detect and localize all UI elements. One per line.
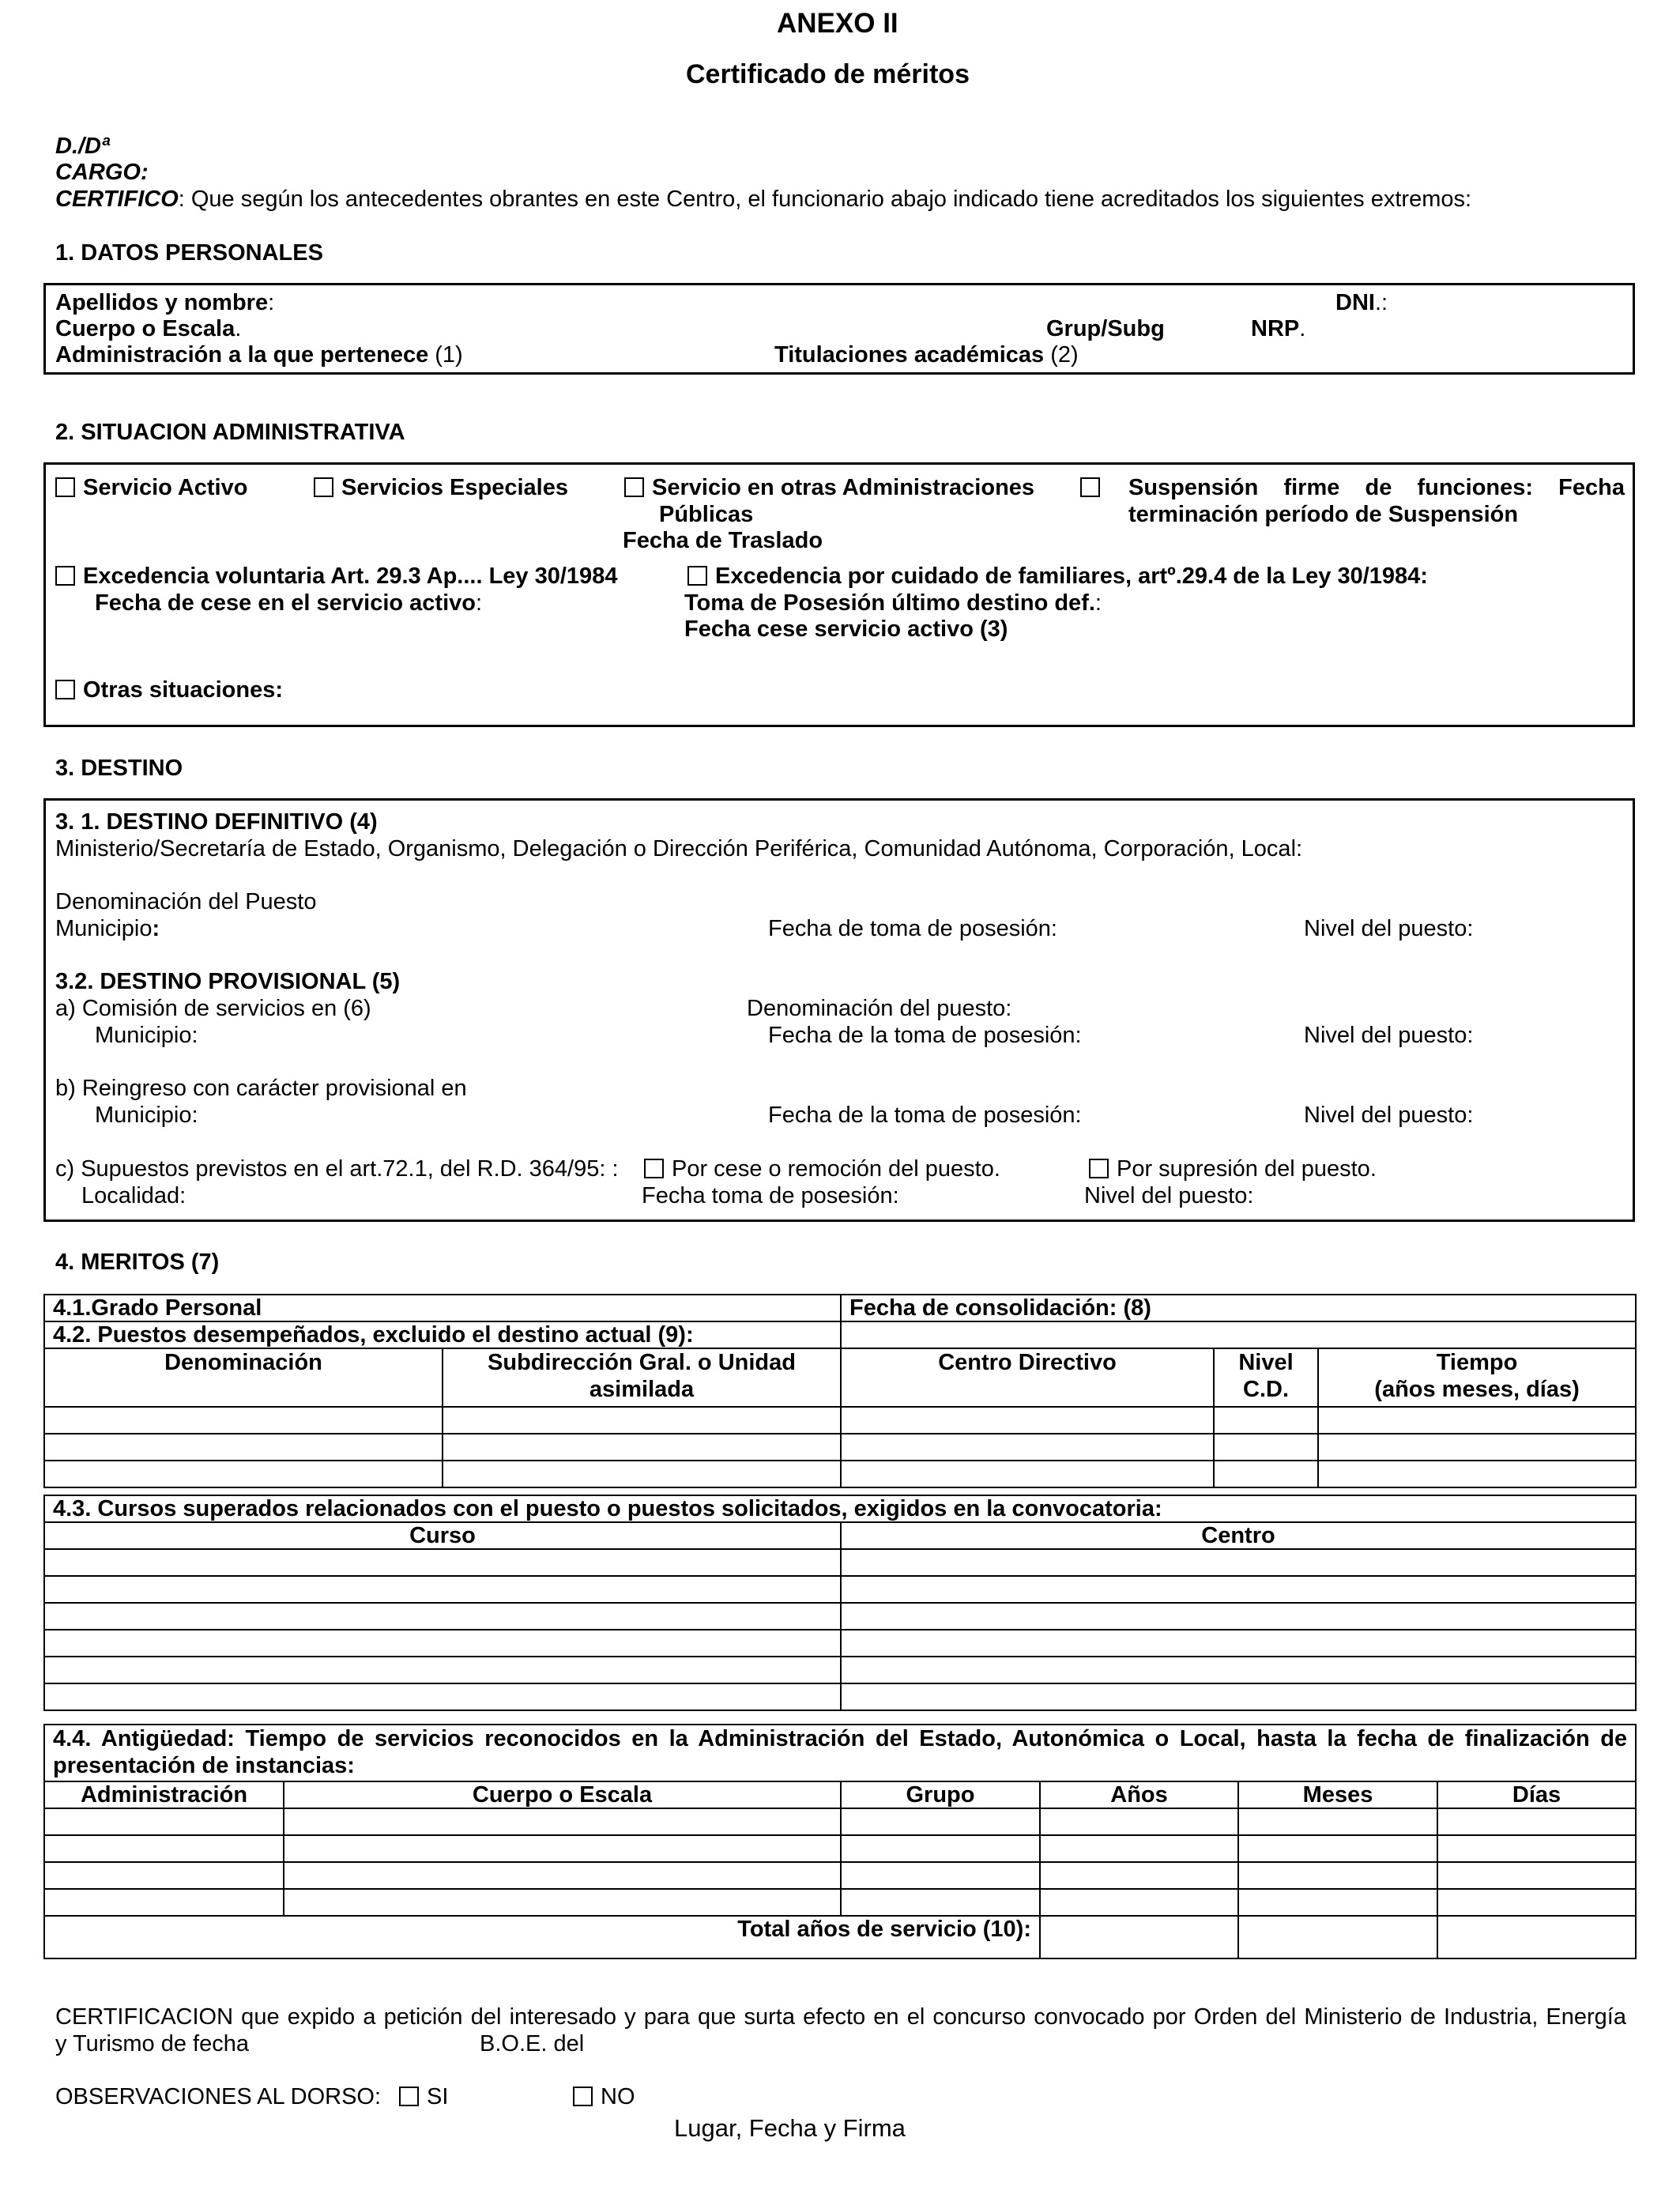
table-cell[interactable] — [841, 1835, 1040, 1862]
col-tiempo-line-1: Tiempo — [1436, 1350, 1518, 1375]
comision-label: a) Comisión de servicios en (6) — [55, 996, 371, 1021]
table-cell[interactable] — [284, 1835, 841, 1862]
col-curso: Curso — [44, 1522, 841, 1549]
table-cell[interactable] — [841, 1576, 1636, 1603]
table-row — [44, 1657, 1636, 1683]
nivel-puesto-label-3: Nivel del puesto: — [1304, 1103, 1474, 1128]
nivel-puesto-label-2: Nivel del puesto: — [1304, 1023, 1474, 1048]
dni-field — [1335, 289, 1388, 316]
table-cell[interactable] — [1214, 1461, 1318, 1487]
municipio-label-3: Municipio: — [95, 1103, 198, 1128]
section-3-heading: 3. DESTINO — [55, 756, 183, 781]
table-row — [44, 1603, 1636, 1630]
grado-personal-label: 4.1.Grado Personal — [44, 1295, 841, 1321]
table-cell[interactable] — [841, 1461, 1214, 1487]
option-servicios-especiales[interactable] — [314, 474, 568, 501]
col-meses: Meses — [1238, 1781, 1437, 1808]
toma-posesion-label: Toma de Posesión último destino def. — [684, 590, 1095, 616]
puestos-heading-empty — [841, 1321, 1636, 1348]
puestos-heading-row — [44, 1321, 1636, 1348]
table-cell[interactable] — [443, 1461, 841, 1487]
admin-field — [55, 341, 463, 368]
table-cell[interactable] — [44, 1683, 841, 1710]
titulaciones-field — [774, 341, 1079, 368]
col-tiempo — [1318, 1348, 1636, 1407]
servicios-especiales-label: Servicios Especiales — [341, 475, 568, 500]
table-row — [44, 1808, 1636, 1835]
dd-label: D./Dª — [55, 134, 110, 159]
fecha-consolidacion-label: Fecha de consolidación: (8) — [841, 1295, 1636, 1321]
page-title: Certificado de méritos — [686, 59, 970, 89]
reingreso-label: b) Reingreso con carácter provisional en — [55, 1076, 467, 1101]
table-cell[interactable] — [841, 1407, 1214, 1434]
destino-definitivo-heading: 3. 1. DESTINO DEFINITIVO (4) — [55, 809, 378, 835]
por-supresion-checkbox[interactable] — [1089, 1159, 1109, 1178]
total-anos-label: Total años de servicio (10): — [44, 1916, 1040, 1958]
si-checkbox[interactable] — [399, 2087, 419, 2106]
table-row — [44, 1862, 1636, 1889]
table-cell[interactable] — [1040, 1889, 1238, 1916]
table-cell[interactable] — [841, 1808, 1040, 1835]
table-cell[interactable] — [1437, 1889, 1636, 1916]
certifico-label: CERTIFICO — [55, 187, 179, 212]
fecha-toma-label-1: Fecha de toma de posesión: — [768, 916, 1057, 941]
certifico-text: : Que según los antecedentes obrantes en este Centro, el funcionario abajo indicado tiene acreditados los siguientes extremos: — [178, 187, 1472, 212]
titulaciones-note: (2) — [1044, 342, 1079, 368]
table-cell[interactable] — [1214, 1407, 1318, 1434]
titulaciones-label: Titulaciones académicas — [774, 342, 1045, 368]
table-cell[interactable] — [44, 1434, 443, 1461]
table-row — [44, 1683, 1636, 1710]
antiguedad-heading-row — [44, 1725, 1636, 1781]
table-cell[interactable] — [44, 1407, 443, 1434]
table-cell[interactable] — [841, 1683, 1636, 1710]
cursos-heading: 4.3. Cursos superados relacionados con el puesto o puestos solicitados, exigidos en la convocatoria: — [44, 1495, 1636, 1522]
col-subdireccion: Subdirección Gral. o Unidad asimilada — [443, 1348, 841, 1407]
fecha-cese-label: Fecha de cese en el servicio activo — [95, 590, 476, 616]
apellidos-colon: : — [268, 290, 275, 315]
total-row — [44, 1916, 1636, 1958]
table-row — [44, 1576, 1636, 1603]
table-cell[interactable] — [44, 1603, 841, 1630]
total-meses-cell[interactable] — [1238, 1916, 1437, 1958]
suspension-label-1: Suspensión firme de funciones: Fecha — [1128, 475, 1625, 500]
fecha-cese-servicio-label: Fecha cese servicio activo (3) — [684, 616, 1008, 642]
table-cell[interactable] — [1318, 1461, 1636, 1487]
col-administracion: Administración — [44, 1781, 284, 1808]
antiguedad-table — [43, 1724, 1637, 1959]
col-nivel-cd: Nivel C.D. — [1214, 1348, 1318, 1407]
municipio-colon-1: : — [152, 916, 160, 941]
table-cell[interactable] — [1238, 1808, 1437, 1835]
table-row — [44, 1630, 1636, 1657]
table-cell[interactable] — [1040, 1808, 1238, 1835]
col-tiempo-line-2: (años meses, días) — [1374, 1377, 1580, 1402]
boe-label: B.O.E. del — [480, 2031, 585, 2056]
nivel-puesto-label-1: Nivel del puesto: — [1304, 916, 1474, 941]
table-cell[interactable] — [1238, 1835, 1437, 1862]
excedencia-cuidado-checkbox[interactable] — [687, 566, 707, 586]
table-cell[interactable] — [1437, 1835, 1636, 1862]
grup-label: Grup/Subg — [1046, 316, 1165, 341]
col-grupo: Grupo — [841, 1781, 1040, 1808]
table-cell[interactable] — [44, 1576, 841, 1603]
fecha-toma-label-4: Fecha toma de posesión: — [642, 1183, 899, 1208]
option-otras-administraciones[interactable] — [624, 474, 1034, 501]
antiguedad-heading: 4.4. Antigüedad: Tiempo de servicios reconocidos en la Administración del Estado, Autonómica o Local, hasta la fecha de finalización de presentación de instancias: — [53, 1726, 1628, 1778]
localidad-label: Localidad: — [81, 1183, 186, 1208]
suspension-checkbox[interactable] — [1080, 477, 1100, 497]
table-cell[interactable] — [1040, 1835, 1238, 1862]
certifico-line — [55, 186, 1471, 213]
no-label: NO — [601, 2084, 635, 2109]
table-cell[interactable] — [841, 1434, 1214, 1461]
table-cell[interactable] — [44, 1630, 841, 1657]
denominacion-puesto-label-2: Denominación del puesto: — [747, 996, 1012, 1021]
cuerpo-dot: . — [235, 316, 242, 341]
cursos-table — [43, 1495, 1637, 1711]
cursos-heading-row — [44, 1495, 1636, 1522]
table-cell[interactable] — [1318, 1407, 1636, 1434]
table-cell[interactable] — [1318, 1434, 1636, 1461]
table-cell[interactable] — [1437, 1862, 1636, 1889]
table-cell[interactable] — [44, 1808, 284, 1835]
table-cell[interactable] — [443, 1434, 841, 1461]
excedencia-voluntaria-checkbox[interactable] — [55, 566, 75, 586]
table-cell[interactable] — [841, 1889, 1040, 1916]
fecha-cese-colon: : — [475, 590, 483, 616]
col-denominacion: Denominación — [44, 1348, 443, 1407]
col-anos: Años — [1040, 1781, 1238, 1808]
excedencia-voluntaria-label: Excedencia voluntaria Art. 29.3 Ap.... Ley 30/1984 — [83, 564, 618, 589]
municipio-label-1: Municipio — [55, 916, 153, 941]
puestos-table — [43, 1294, 1637, 1488]
municipio-label-2: Municipio: — [95, 1023, 198, 1048]
table-cell[interactable] — [841, 1630, 1636, 1657]
table-row — [44, 1835, 1636, 1862]
ministerio-label: Ministerio/Secretaría de Estado, Organismo, Delegación o Dirección Periférica, Comunidad Autónoma, Corporación, Local: — [55, 836, 1303, 861]
otras-situaciones-checkbox[interactable] — [55, 680, 75, 699]
otras-situaciones-label: Otras situaciones: — [83, 677, 284, 703]
nivel-puesto-label-4: Nivel del puesto: — [1084, 1183, 1254, 1208]
suspension-label-2: terminación período de Suspensión — [1128, 502, 1519, 527]
servicio-activo-label: Servicio Activo — [83, 475, 248, 500]
apellidos-field — [55, 289, 274, 316]
observaciones-label: OBSERVACIONES AL DORSO: — [55, 2084, 382, 2109]
table-cell[interactable] — [44, 1657, 841, 1683]
supuestos-label: c) Supuestos previstos en el art.72.1, del R.D. 364/95: : — [55, 1156, 619, 1182]
si-label: SI — [427, 2084, 449, 2109]
option-por-cese[interactable] — [644, 1155, 1000, 1182]
otras-administraciones-label-1: Servicio en otras Administraciones — [652, 475, 1035, 500]
section-4-heading: 4. MERITOS (7) — [55, 1250, 220, 1275]
table-cell[interactable] — [284, 1862, 841, 1889]
servicios-especiales-checkbox[interactable] — [314, 477, 333, 497]
cursos-columns-row — [44, 1522, 1636, 1549]
fecha-cese-field — [95, 590, 482, 616]
total-dias-cell[interactable] — [1437, 1916, 1636, 1958]
table-row — [44, 1549, 1636, 1576]
option-no[interactable] — [573, 2083, 635, 2110]
table-cell[interactable] — [44, 1862, 284, 1889]
otras-administraciones-checkbox[interactable] — [624, 477, 644, 497]
cuerpo-field — [55, 315, 241, 342]
table-cell[interactable] — [1214, 1434, 1318, 1461]
col-centro-directivo: Centro Directivo — [841, 1348, 1214, 1407]
antiguedad-heading-cell — [44, 1725, 1636, 1781]
grado-row — [44, 1295, 1636, 1321]
certificacion-line-2: y Turismo de fecha — [55, 2031, 249, 2056]
nrp-field — [1251, 315, 1305, 342]
otras-administraciones-label-2: Públicas — [659, 502, 754, 527]
table-cell[interactable] — [284, 1808, 841, 1835]
toma-posesion-field — [684, 590, 1102, 616]
servicio-activo-checkbox[interactable] — [55, 477, 75, 497]
suspension-checkbox-wrap[interactable] — [1080, 477, 1108, 499]
dni-tail: .: — [1374, 290, 1388, 315]
section-2-heading: 2. SITUACION ADMINISTRATIVA — [55, 420, 405, 445]
certificacion-line-1: CERTIFICACION que expido a petición del interesado y para que surta efecto en el concurso convocado por Orden del Ministerio de Industria, Energía — [55, 2004, 1626, 2030]
table-cell[interactable] — [1238, 1889, 1437, 1916]
destino-provisional-heading: 3.2. DESTINO PROVISIONAL (5) — [55, 969, 401, 994]
admin-label: Administración a la que pertenece — [55, 342, 429, 368]
dni-label: DNI — [1335, 290, 1375, 315]
excedencia-cuidado-label: Excedencia por cuidado de familiares, artº.29.4 de la Ley 30/1984: — [715, 564, 1428, 589]
nrp-dot: . — [1299, 316, 1306, 341]
table-cell[interactable] — [1040, 1862, 1238, 1889]
col-centro: Centro — [841, 1522, 1636, 1549]
fecha-toma-label-3: Fecha de la toma de posesión: — [768, 1103, 1082, 1128]
fecha-toma-label-2: Fecha de la toma de posesión: — [768, 1023, 1082, 1048]
apellidos-label: Apellidos y nombre — [55, 290, 269, 315]
puestos-columns-row — [44, 1348, 1636, 1407]
denominacion-puesto-label: Denominación del Puesto — [55, 889, 317, 914]
lugar-fecha-firma: Lugar, Fecha y Firma — [674, 2114, 906, 2142]
table-cell[interactable] — [841, 1603, 1636, 1630]
toma-posesion-tail: : — [1094, 590, 1102, 616]
table-cell[interactable] — [1238, 1862, 1437, 1889]
option-excedencia-cuidado[interactable] — [687, 563, 1428, 590]
table-cell[interactable] — [44, 1461, 443, 1487]
por-cese-checkbox[interactable] — [644, 1159, 664, 1178]
table-cell[interactable] — [44, 1889, 284, 1916]
table-cell[interactable] — [1437, 1808, 1636, 1835]
fecha-traslado-label: Fecha de Traslado — [623, 528, 823, 553]
table-cell[interactable] — [841, 1862, 1040, 1889]
antiguedad-columns-row — [44, 1781, 1636, 1808]
option-excedencia-voluntaria[interactable] — [55, 563, 617, 590]
option-por-supresion[interactable] — [1089, 1155, 1377, 1182]
table-cell[interactable] — [443, 1407, 841, 1434]
table-cell[interactable] — [841, 1549, 1636, 1576]
section-1-heading: 1. DATOS PERSONALES — [55, 240, 323, 266]
table-row — [44, 1889, 1636, 1916]
nrp-label: NRP — [1251, 316, 1300, 341]
no-checkbox[interactable] — [573, 2087, 593, 2106]
table-row — [44, 1407, 1636, 1434]
por-supresion-label: Por supresión del puesto. — [1117, 1156, 1377, 1182]
table-cell[interactable] — [44, 1835, 284, 1862]
admin-note: (1) — [428, 342, 463, 368]
option-si[interactable] — [399, 2083, 448, 2110]
total-anos-cell[interactable] — [1040, 1916, 1238, 1958]
option-otras-situaciones[interactable] — [55, 677, 283, 703]
municipio-field-1 — [55, 915, 160, 942]
table-row — [44, 1434, 1636, 1461]
option-servicio-activo[interactable] — [55, 474, 247, 501]
por-cese-label: Por cese o remoción del puesto. — [672, 1156, 1000, 1182]
table-cell[interactable] — [841, 1657, 1636, 1683]
table-row — [44, 1461, 1636, 1487]
col-dias: Días — [1437, 1781, 1636, 1808]
col-cuerpo-escala: Cuerpo o Escala — [284, 1781, 841, 1808]
cargo-label: CARGO: — [55, 160, 149, 185]
cuerpo-label: Cuerpo o Escala — [55, 316, 235, 341]
table-cell[interactable] — [284, 1889, 841, 1916]
puestos-desempenados-label: 4.2. Puestos desempeñados, excluido el destino actual (9): — [44, 1321, 841, 1348]
annex-title: ANEXO II — [777, 8, 898, 39]
table-cell[interactable] — [44, 1549, 841, 1576]
